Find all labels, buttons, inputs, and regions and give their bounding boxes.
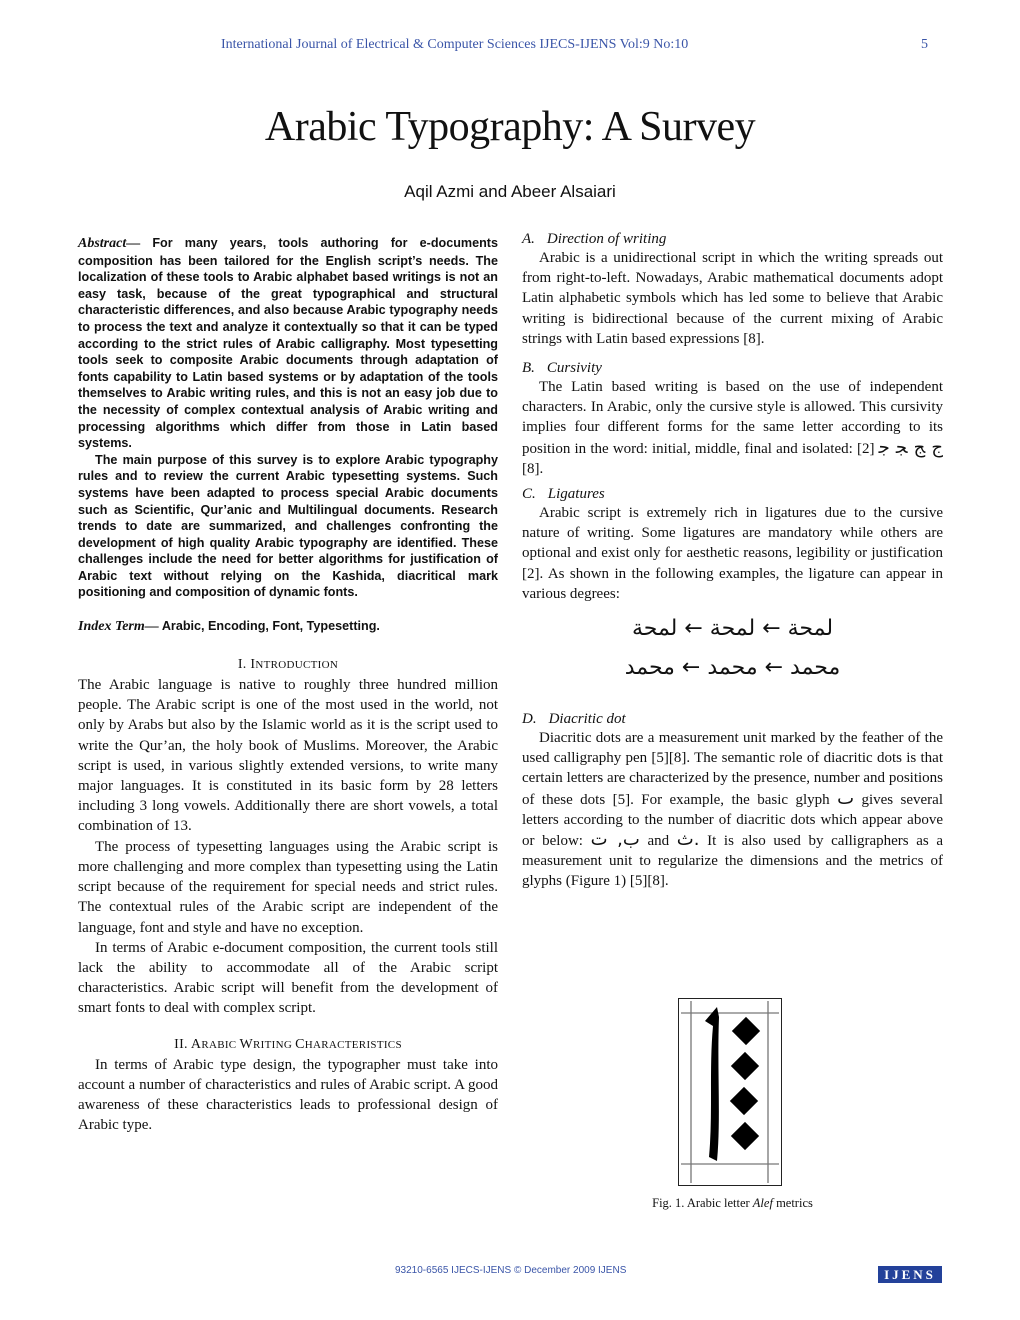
section2-rest2: RITING	[253, 1038, 296, 1051]
section2-first3: C	[295, 1036, 305, 1052]
intro-p3: In terms of Arabic e-document composition, the current tools still lack the ability to accommodate all of the Arabic script characteristics. Arabic script will benefit from the development of smart fonts to deal with complex script.	[78, 939, 498, 1017]
subD-title: Diacritic dot	[548, 711, 626, 728]
footer-copyright: 93210-6565 IJECS-IJENS © December 2009 IJENS	[395, 1265, 627, 1276]
section2-rest1: RABIC	[201, 1038, 240, 1051]
section-heading-introduction	[78, 657, 498, 673]
page-number: 5	[921, 37, 928, 52]
figure-caption	[522, 1196, 943, 1211]
dotted-glyph-tha: ث.	[676, 829, 700, 851]
index-terms-text: Arabic, Encoding, Font, Typesetting.	[161, 619, 380, 634]
authors: Aqil Azmi and Abeer Alsaiari	[404, 182, 616, 201]
diacritic-dot-2	[731, 1052, 759, 1080]
subsection-a-text: Arabic is a unidirectional script in which the writing spreads out from right-to-left. Nowadays, Arabic mathematical documents adopt Latin alphabetic symbols which has led some to believe that Arabic writing is bidirectional because of the current mixing of Arabic strings with Latin based expressions [8].	[522, 250, 943, 347]
caption-suffix: metrics	[772, 1196, 813, 1210]
cursive-forms-glyphs: ج ﺞ ﺠ ﺟ	[878, 436, 944, 458]
subA-label: A.	[522, 231, 535, 247]
subD-t2: gives several letters according to the number of diacritic dots which appear above or below:	[522, 791, 943, 850]
section-heading-characteristics	[78, 1037, 498, 1053]
intro-p2: The process of typesetting languages using the Arabic script is more challenging and more complex than typesetting using the Latin script because of the requirement for special needs and strict rules. The contextual rules of the Arabic script are independent of the language, font and style and have no exception.	[78, 838, 498, 936]
dotted-glyphs: ب, ت	[590, 829, 640, 851]
subD-t1: Diacritic dots are a measurement unit marked by the feather of the used calligraphy pen [5][8]. The semantic role of diacritic dots is that certain letters are characterized by the presence, number and positions of these dots [5]. For example, the basic glyph	[522, 730, 943, 808]
subC-label: C.	[522, 486, 536, 503]
caption-italic: Alef	[752, 1196, 773, 1210]
subB-ref: [2][8].	[522, 440, 875, 477]
abstract-p2: The main purpose of this survey is to explore Arabic typography rules and to review the current Arabic typesetting systems. Such systems have been adapted to process special Arabic documents such as Scientific, Qur’anic and Multilingual documents. Research trends to date are summarized, and challenges confronting the development of high quality Arabic typography are identified. These challenges include the need for better algorithms for justification of Arabic text without relying on the Kashida, diacritical mark positioning and composition of dynamic fonts.	[78, 452, 498, 600]
index-terms	[78, 619, 498, 635]
alef-metrics-drawing	[679, 999, 781, 1185]
running-header	[0, 37, 1020, 57]
left-column	[78, 235, 498, 1135]
alef-metrics-figure	[678, 998, 782, 1186]
subD-t3: It is also used by calligraphers as a measurement unit to regularize the dimensions and the metrics of glyphs (Figure 1) [5][8].	[522, 833, 944, 890]
section1-first: I	[250, 657, 256, 673]
index-terms-lead: Index Term—	[78, 619, 159, 635]
section2-rest3: HARACTERISTICS	[304, 1038, 402, 1051]
subC-title: Ligatures	[547, 486, 605, 503]
subsection-c-heading	[522, 485, 943, 503]
section2-num: II.	[174, 1036, 188, 1052]
section2-first2: W	[239, 1036, 253, 1052]
characteristics-p1: In terms of Arabic type design, the typographer must take into account a number of characteristics and rules of Arabic script. A good awareness of these characteristics leads to professional design of Arabic type.	[78, 1056, 498, 1134]
subB-label: B.	[522, 360, 535, 377]
subsection-c-text: Arabic script is extremely rich in ligatures due to the cursive nature of writing. Some ligatures are mandatory while others are optional and exist only for aesthetic reasons, legibility or justification [2]. As shown in the following examples, the ligature can appear in various degrees:	[522, 505, 943, 602]
alef-stroke	[705, 1007, 719, 1161]
abstract-lead: Abstract—	[78, 236, 141, 251]
section2-first1: A	[190, 1036, 202, 1052]
subB-text: The Latin based writing is based on the use of independent characters. In Arabic, only the cursive style is allowed. This cursivity implies four different forms for the same letter according to its position in the word: initial, middle, final and isolated:	[522, 379, 943, 457]
subsection-b-heading	[522, 359, 943, 377]
section1-rest: NTRODUCTION	[255, 659, 339, 672]
subB-title: Cursivity	[546, 360, 602, 377]
ijens-logo: IJENS	[878, 1266, 942, 1283]
right-column	[522, 230, 943, 892]
subD-and: and	[647, 833, 670, 850]
subD-label: D.	[522, 711, 537, 728]
subsection-b-text	[522, 377, 943, 479]
intro-p1: The Arabic language is native to roughly three hundred million people. The Arabic script is one of the most used in the world, not only by Arabs but also by the Islamic world as it is the script used to write the Qur’an, the holy book of Muslims. Moreover, the Arabic script is used, in various slightly extended versions, to write many major languages. It is constituted in its basic form by 28 letters including 3 long vowels. Additionally there are short vowels, a total combination of 13.	[78, 677, 498, 835]
section1-num: I.	[237, 657, 247, 673]
subA-title: Direction of writing	[546, 231, 667, 247]
subsection-d-heading	[522, 710, 943, 728]
basic-glyph: ٮ	[837, 787, 855, 809]
paper-title: Arabic Typography: A Survey	[264, 104, 756, 150]
diacritic-dot-3	[730, 1087, 758, 1115]
ligature-example-2: محمد ← محمد ← محمد	[624, 655, 841, 681]
ligature-example-1: لمحة ← لمحة ← لمحة	[631, 616, 834, 642]
subsection-d-text	[522, 728, 943, 892]
caption-prefix: Fig. 1. Arabic letter	[652, 1196, 753, 1210]
diacritic-dot-4	[731, 1122, 759, 1150]
subsection-a-heading	[522, 230, 943, 248]
journal-header: International Journal of Electrical & Computer Sciences IJECS-IJENS Vol:9 No:10	[221, 37, 689, 52]
abstract-text-1: For many years, tools authoring for e-documents composition has been tailored for the English script’s needs. The localization of these tools to Arabic alphabet based writings is not an easy task, because of the great typographical and structural characteristic differences, and also because Arabic typography needs to process the text and analyze it contextually so that it can be typed according to the strict rules of Arabic calligraphy. Most typesetting tools seek to composite Arabic documents through adaptation of fonts capability to Latin based systems or by adaptation of the tools themselves to Arabic writing rules, and this is not an easy job due to the necessity of complex contextual analysis of Arabic writing and processing algorithms which differ from those in Latin based systems.	[78, 236, 498, 451]
diacritic-dot-1	[732, 1017, 760, 1045]
abstract-p1	[78, 235, 498, 452]
